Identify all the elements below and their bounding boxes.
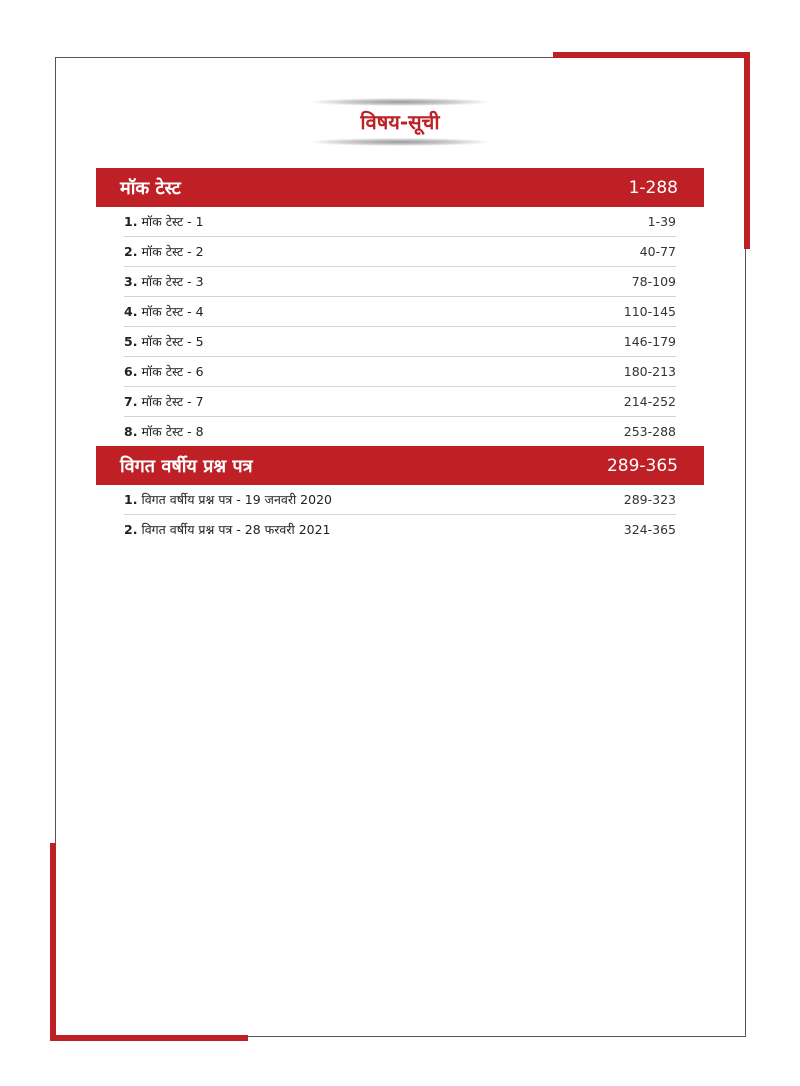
entry-number: 8.: [124, 424, 138, 439]
entry-label: मॉक टेस्ट - 4: [141, 304, 204, 319]
entry-label: मॉक टेस्ट - 1: [141, 214, 204, 229]
page-title: विषय-सूची: [360, 110, 440, 134]
toc-title-banner: [310, 98, 490, 146]
entry-pages: 289-323: [623, 492, 676, 507]
section-previous-year-papers: [96, 446, 704, 544]
toc-entry[interactable]: [124, 417, 676, 446]
section-page-range: 1-288: [628, 177, 678, 198]
entry-label: मॉक टेस्ट - 5: [141, 334, 204, 349]
toc-entry[interactable]: [124, 387, 676, 417]
entry-label: मॉक टेस्ट - 8: [141, 424, 204, 439]
corner-accent-bottom-bar: [50, 1035, 248, 1041]
section-mock-tests: [96, 168, 704, 446]
entry-pages: 180-213: [623, 364, 676, 379]
entry-number: 5.: [124, 334, 138, 349]
corner-accent-left-bar: [50, 843, 56, 1041]
entry-label: विगत वर्षीय प्रश्न पत्र - 19 जनवरी 2020: [141, 492, 332, 507]
entry-number: 2.: [124, 522, 138, 537]
table-of-contents: [96, 168, 704, 544]
entry-pages: 1-39: [647, 214, 676, 229]
section-header[interactable]: [96, 446, 704, 485]
entry-number: 4.: [124, 304, 138, 319]
toc-entry[interactable]: [124, 207, 676, 237]
entry-pages: 214-252: [623, 394, 676, 409]
entry-number: 6.: [124, 364, 138, 379]
entry-number: 7.: [124, 394, 138, 409]
toc-entry[interactable]: [124, 327, 676, 357]
entry-number: 2.: [124, 244, 138, 259]
entry-pages: 324-365: [623, 522, 676, 537]
toc-entry[interactable]: [124, 237, 676, 267]
entry-label: विगत वर्षीय प्रश्न पत्र - 28 फरवरी 2021: [141, 522, 331, 537]
toc-entry[interactable]: [124, 515, 676, 544]
entry-number: 3.: [124, 274, 138, 289]
toc-entry[interactable]: [124, 485, 676, 515]
section-page-range: 289-365: [606, 455, 678, 476]
corner-accent-right-bar: [744, 52, 750, 249]
entry-pages: 78-109: [631, 274, 676, 289]
section-header[interactable]: [96, 168, 704, 207]
entry-pages: 40-77: [639, 244, 676, 259]
entry-label: मॉक टेस्ट - 2: [141, 244, 204, 259]
title-shade-bottom: [310, 138, 490, 146]
entry-pages: 110-145: [623, 304, 676, 319]
entry-label: मॉक टेस्ट - 7: [141, 394, 204, 409]
entry-number: 1.: [124, 214, 138, 229]
entry-label: मॉक टेस्ट - 3: [141, 274, 204, 289]
section-heading: मॉक टेस्ट: [120, 177, 181, 199]
toc-entry[interactable]: [124, 357, 676, 387]
toc-entry[interactable]: [124, 267, 676, 297]
entry-label: मॉक टेस्ट - 6: [141, 364, 204, 379]
entry-pages: 253-288: [623, 424, 676, 439]
toc-entry[interactable]: [124, 297, 676, 327]
corner-accent-top-bar: [553, 52, 750, 58]
entry-number: 1.: [124, 492, 138, 507]
section-heading: विगत वर्षीय प्रश्न पत्र: [120, 455, 253, 477]
title-shade-top: [310, 98, 490, 106]
entry-pages: 146-179: [623, 334, 676, 349]
